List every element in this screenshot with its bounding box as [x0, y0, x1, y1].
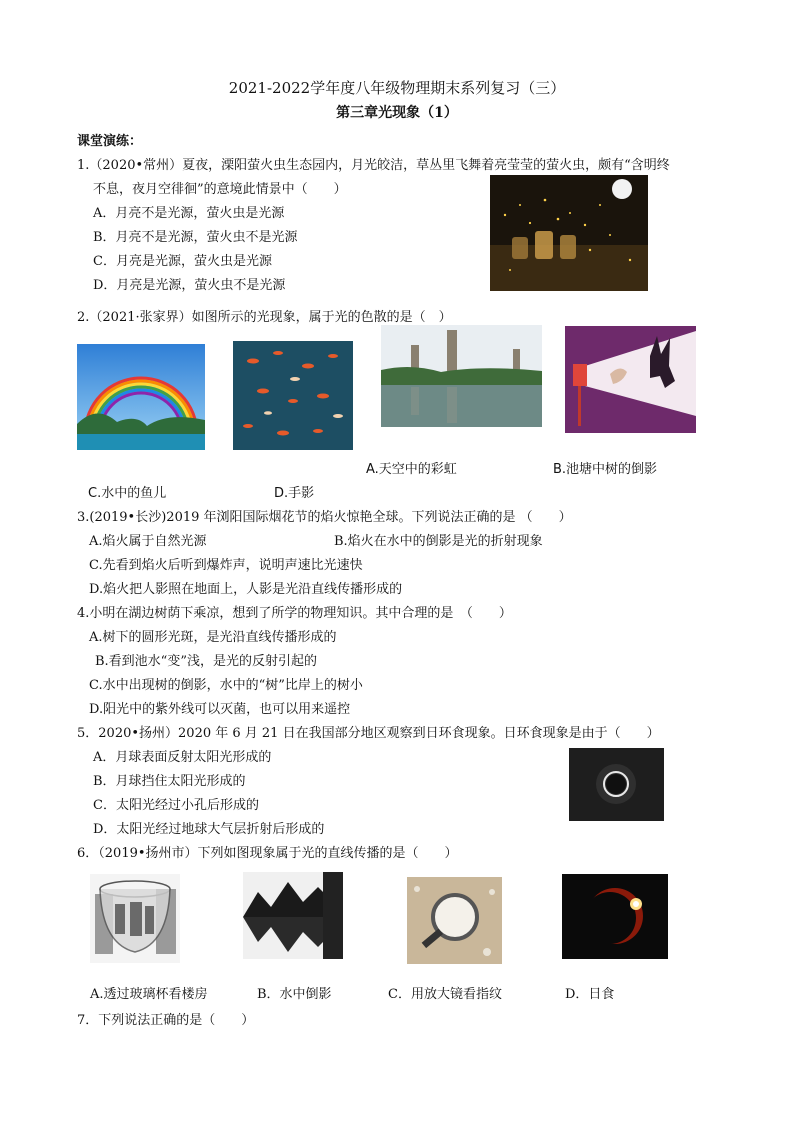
q5-option-b: B．月球挡住太阳光形成的 [93, 774, 246, 789]
q1-stem-line2: 不息，夜月空徘徊”的意境此情景中（ ） [93, 182, 347, 197]
fireflies-image [490, 175, 648, 291]
q5-option-c: C．太阳光经过小孔后形成的 [93, 798, 259, 813]
q6-option-b: B．水中倒影 [257, 987, 332, 1002]
water-reflection-image [243, 872, 343, 959]
q6-option-a: A.透过玻璃杯看楼房 [90, 987, 208, 1002]
q7-stem: 7．下列说法正确的是（ ） [77, 1013, 255, 1028]
hand-shadow-image [565, 326, 696, 433]
page-title: 2021-2022学年度八年级物理期末系列复习（三） [228, 79, 566, 97]
q4-option-b: B.看到池水“变”浅，是光的反射引起的 [95, 654, 317, 669]
q3-stem: 3.(2019•长沙)2019 年浏阳国际烟花节的焰火惊艳全球。下列说法正确的是 （ ） [77, 510, 572, 525]
q3-option-c: C.先看到焰火后听到爆炸声，说明声速比光速快 [89, 558, 363, 573]
q2-option-a: A.天空中的彩虹 [366, 462, 457, 477]
q6-stem: 6．（2019•扬州市）下列如图现象属于光的直线传播的是（ ） [77, 846, 458, 861]
q5-option-a: A．月球表面反射太阳光形成的 [93, 750, 272, 765]
q4-option-c: C.水中出现树的倒影，水中的“树”比岸上的树小 [89, 678, 363, 693]
q1-stem-line1: 1.（2020•常州）夏夜，溧阳萤火虫生态园内，月光皎洁，草丛里飞舞着亮莹莹的萤火虫，颇有“含明终 [77, 158, 670, 173]
q3-option-d: D.焰火把人影照在地面上，人影是光沿直线传播形成的 [89, 582, 403, 597]
q4-option-a: A.树下的圆形光斑，是光沿直线传播形成的 [89, 630, 337, 645]
q2-stem: 2.（2021·张家界）如图所示的光现象，属于光的色散的是（ ） [77, 310, 452, 325]
annular-eclipse-image [569, 748, 664, 821]
solar-eclipse-image [562, 874, 668, 959]
q5-stem: 5．2020•扬州）2020 年 6 月 21 日在我国部分地区观察到日环食现象。日环食现象是由于（ ） [77, 726, 660, 741]
q6-option-d: D．日食 [565, 987, 615, 1002]
q1-option-c: C．月亮是光源，萤火虫是光源 [93, 254, 272, 269]
rainbow-image [77, 344, 205, 450]
q1-option-b: B．月亮不是光源，萤火虫不是光源 [93, 230, 298, 245]
q3-option-b: B.焰火在水中的倒影是光的折射现象 [334, 534, 543, 549]
q6-option-c: C．用放大镜看指纹 [388, 987, 502, 1002]
q4-stem: 4.小明在湖边树荫下乘凉，想到了所学的物理知识。其中合理的是 （ ） [77, 606, 512, 621]
q1-option-a: A．月亮不是光源，萤火虫是光源 [93, 206, 285, 221]
q4-option-d: D.阳光中的紫外线可以灭菌，也可以用来遥控 [89, 702, 351, 717]
q3-option-a: A.焰火属于自然光源 [89, 534, 207, 549]
glass-cup-image [90, 874, 180, 963]
q2-option-b: B.池塘中树的倒影 [553, 462, 658, 477]
q2-option-c: C.水中的鱼儿 [88, 486, 167, 501]
q2-option-d: D.手影 [274, 486, 315, 501]
q1-option-d: D．月亮是光源，萤火虫不是光源 [93, 278, 286, 293]
q5-option-d: D．太阳光经过地球大气层折射后形成的 [93, 822, 325, 837]
magnifier-image [407, 877, 502, 964]
pagoda-reflection-image [381, 325, 542, 427]
fish-image [233, 341, 353, 450]
section-heading: 课堂演练： [77, 134, 143, 149]
page-subtitle: 第三章光现象（1） [336, 105, 458, 121]
